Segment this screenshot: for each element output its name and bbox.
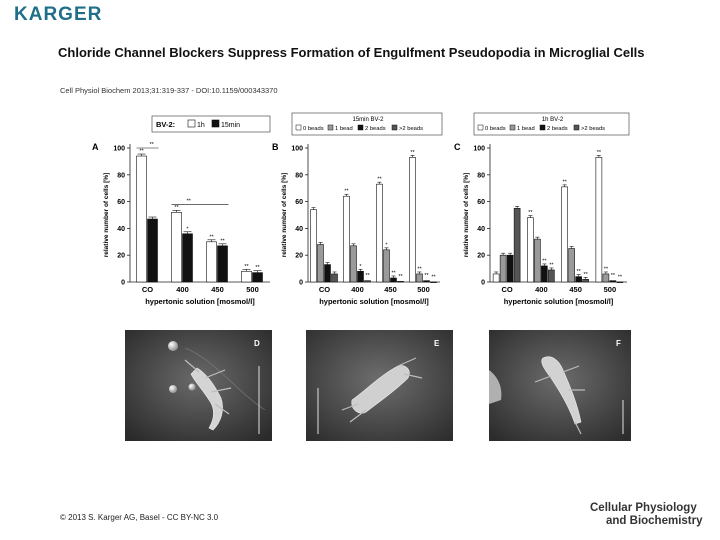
significance-mark: * bbox=[359, 263, 362, 270]
copyright: © 2013 S. Karger AG, Basel - CC BY-NC 3.0 bbox=[60, 513, 219, 522]
legend-swatch bbox=[328, 125, 333, 130]
bar bbox=[318, 244, 324, 282]
significance-mark: ** bbox=[220, 238, 225, 245]
legend-label: 15min bbox=[221, 122, 241, 129]
legend-label: 0 beads bbox=[485, 126, 506, 132]
legend-title: 15min BV-2 bbox=[352, 117, 384, 123]
legend-label: 2 beads bbox=[547, 126, 568, 132]
bar bbox=[332, 274, 338, 282]
y-tick-label: 80 bbox=[117, 172, 125, 180]
bar bbox=[596, 157, 602, 282]
significance-mark: ** bbox=[391, 270, 396, 277]
x-tick-label: 450 bbox=[384, 285, 397, 294]
bar bbox=[569, 249, 575, 283]
panel-label: C bbox=[454, 142, 461, 152]
micrograph-d bbox=[125, 330, 272, 441]
bar bbox=[493, 274, 499, 282]
x-tick-label: 400 bbox=[176, 285, 189, 294]
significance-mark: ** bbox=[365, 273, 370, 280]
legend-label: 2 beads bbox=[365, 126, 386, 132]
bar bbox=[576, 277, 582, 282]
legend-label: 0 beads bbox=[303, 126, 324, 132]
bar bbox=[424, 281, 430, 282]
bar bbox=[610, 281, 616, 282]
bar bbox=[534, 239, 540, 282]
significance-mark: ** bbox=[583, 271, 588, 278]
legend-swatch bbox=[358, 125, 363, 130]
significance-mark: ** bbox=[617, 274, 623, 281]
y-axis-label: relative number of cells [%] bbox=[463, 172, 470, 258]
micrograph-d-image bbox=[125, 330, 272, 441]
significance-mark: ** bbox=[424, 273, 429, 280]
bar bbox=[398, 281, 404, 282]
significance-mark: * bbox=[385, 242, 388, 249]
chart-panel-a bbox=[90, 108, 280, 313]
x-tick-label: 450 bbox=[569, 285, 582, 294]
x-tick-label: 500 bbox=[246, 285, 259, 294]
legend-swatch bbox=[392, 125, 397, 130]
y-tick-label: 60 bbox=[117, 199, 125, 207]
y-tick-label: 20 bbox=[477, 252, 485, 260]
significance-mark: ** bbox=[244, 263, 249, 270]
significance-mark: ** bbox=[139, 148, 144, 155]
bar bbox=[218, 246, 228, 282]
legend-swatch bbox=[540, 125, 545, 130]
legend-title: BV-2: bbox=[156, 120, 176, 129]
significance-mark: ** bbox=[410, 149, 415, 156]
micrograph-e bbox=[306, 330, 453, 441]
significance-mark: * bbox=[186, 226, 189, 233]
y-tick-label: 100 bbox=[113, 145, 125, 153]
x-tick-label: CO bbox=[318, 285, 331, 294]
significance-mark: ** bbox=[417, 266, 422, 273]
y-tick-label: 20 bbox=[295, 252, 303, 260]
legend-label: 1 bead bbox=[517, 126, 535, 132]
panel-label: B bbox=[272, 142, 279, 152]
karger-logo: KARGER bbox=[14, 4, 103, 25]
legend-swatch bbox=[510, 125, 515, 130]
y-tick-label: 60 bbox=[295, 199, 303, 207]
micrograph-e-label: E bbox=[434, 339, 440, 348]
bar bbox=[384, 250, 390, 282]
bar bbox=[137, 156, 147, 282]
chart-panel-b bbox=[270, 108, 445, 313]
bar bbox=[391, 278, 397, 282]
comparison-mark: ** bbox=[149, 142, 154, 148]
journal-logo bbox=[590, 502, 703, 528]
significance-mark: ** bbox=[603, 266, 609, 273]
micrograph-f-image bbox=[489, 330, 631, 441]
significance-mark: ** bbox=[528, 210, 533, 217]
legend-swatch bbox=[188, 120, 195, 127]
legend-swatch bbox=[212, 120, 219, 127]
chart-panel-c bbox=[452, 108, 632, 313]
y-tick-label: 0 bbox=[481, 279, 485, 287]
legend-title: 1h BV-2 bbox=[541, 117, 564, 123]
comparison-mark: ** bbox=[186, 198, 191, 205]
bar bbox=[617, 282, 623, 283]
y-tick-label: 40 bbox=[477, 225, 485, 233]
bar bbox=[172, 212, 182, 282]
x-tick-label: 400 bbox=[535, 285, 548, 294]
bar bbox=[507, 255, 513, 282]
legend-swatch bbox=[574, 125, 579, 130]
significance-mark: ** bbox=[610, 273, 616, 280]
x-axis-label: hypertonic solution [mosmol/l] bbox=[145, 297, 255, 306]
x-tick-label: 500 bbox=[603, 285, 617, 294]
bar bbox=[325, 265, 331, 282]
legend-label: >2 beads bbox=[399, 126, 424, 132]
bar bbox=[562, 187, 568, 282]
bar bbox=[527, 218, 533, 282]
y-tick-label: 80 bbox=[295, 172, 303, 180]
x-tick-label: CO bbox=[501, 285, 513, 294]
y-axis-label: relative number of cells [%] bbox=[103, 172, 110, 258]
x-tick-label: CO bbox=[141, 285, 154, 294]
bar bbox=[603, 274, 609, 282]
journal-logo-line-1: Cellular Physiology bbox=[590, 502, 697, 514]
bar bbox=[377, 184, 383, 282]
significance-mark: ** bbox=[562, 179, 567, 186]
legend-label: 1 bead bbox=[335, 126, 353, 132]
bar bbox=[242, 271, 252, 282]
legend-swatch bbox=[478, 125, 483, 130]
bar bbox=[207, 242, 217, 282]
y-axis-label: relative number of cells [%] bbox=[281, 172, 288, 258]
bar bbox=[253, 273, 263, 282]
significance-mark: ** bbox=[549, 262, 554, 269]
bar bbox=[431, 282, 437, 283]
y-tick-label: 60 bbox=[477, 199, 485, 207]
significance-mark: ** bbox=[398, 273, 403, 280]
significance-mark: ** bbox=[255, 265, 260, 272]
x-tick-label: 450 bbox=[211, 285, 224, 294]
significance-mark: ** bbox=[174, 204, 179, 211]
micrograph-f bbox=[489, 330, 631, 441]
significance-mark: ** bbox=[377, 176, 382, 183]
x-tick-label: 500 bbox=[417, 285, 430, 294]
legend-swatch bbox=[296, 125, 301, 130]
y-tick-label: 100 bbox=[291, 145, 303, 153]
y-tick-label: 40 bbox=[117, 225, 125, 233]
bar bbox=[311, 210, 317, 282]
significance-mark: ** bbox=[576, 269, 581, 276]
journal-logo-line-2: and Biochemistry bbox=[606, 515, 703, 527]
bar bbox=[148, 219, 158, 282]
bar bbox=[548, 270, 554, 282]
significance-mark: ** bbox=[344, 188, 349, 195]
legend-label: >2 beads bbox=[581, 126, 606, 132]
bar bbox=[410, 157, 416, 282]
legend-label: 1h bbox=[197, 122, 205, 129]
significance-mark: ** bbox=[542, 258, 547, 265]
bar bbox=[541, 266, 547, 282]
significance-mark: ** bbox=[431, 274, 436, 281]
micrograph-e-image bbox=[306, 330, 453, 441]
bar bbox=[583, 279, 589, 282]
slide-title: Chloride Channel Blockers Suppress Formation of Engulfment Pseudopodia in Microglial Cells bbox=[58, 45, 645, 60]
micrograph-f-label: F bbox=[616, 339, 621, 348]
bar bbox=[500, 255, 506, 282]
bar bbox=[417, 274, 423, 282]
y-tick-label: 100 bbox=[473, 145, 485, 153]
x-tick-label: 400 bbox=[351, 285, 364, 294]
bar bbox=[351, 246, 357, 282]
micrograph-d-label: D bbox=[254, 339, 260, 348]
y-tick-label: 80 bbox=[477, 172, 485, 180]
significance-mark: ** bbox=[596, 149, 602, 156]
bar bbox=[358, 271, 364, 282]
panel-label: A bbox=[92, 142, 99, 152]
y-tick-label: 20 bbox=[117, 252, 125, 260]
y-tick-label: 0 bbox=[121, 279, 125, 287]
x-axis-label: hypertonic solution [mosmol/l] bbox=[319, 297, 429, 306]
bar bbox=[344, 196, 350, 282]
x-axis-label: hypertonic solution [mosmol/l] bbox=[503, 297, 614, 306]
bar bbox=[514, 208, 520, 282]
y-tick-label: 0 bbox=[299, 279, 303, 287]
bar bbox=[183, 234, 193, 282]
y-tick-label: 40 bbox=[295, 225, 303, 233]
bar bbox=[365, 281, 371, 282]
significance-mark: ** bbox=[209, 234, 214, 241]
citation: Cell Physiol Biochem 2013;31:319-337 - DOI:10.1159/000343370 bbox=[60, 86, 278, 95]
